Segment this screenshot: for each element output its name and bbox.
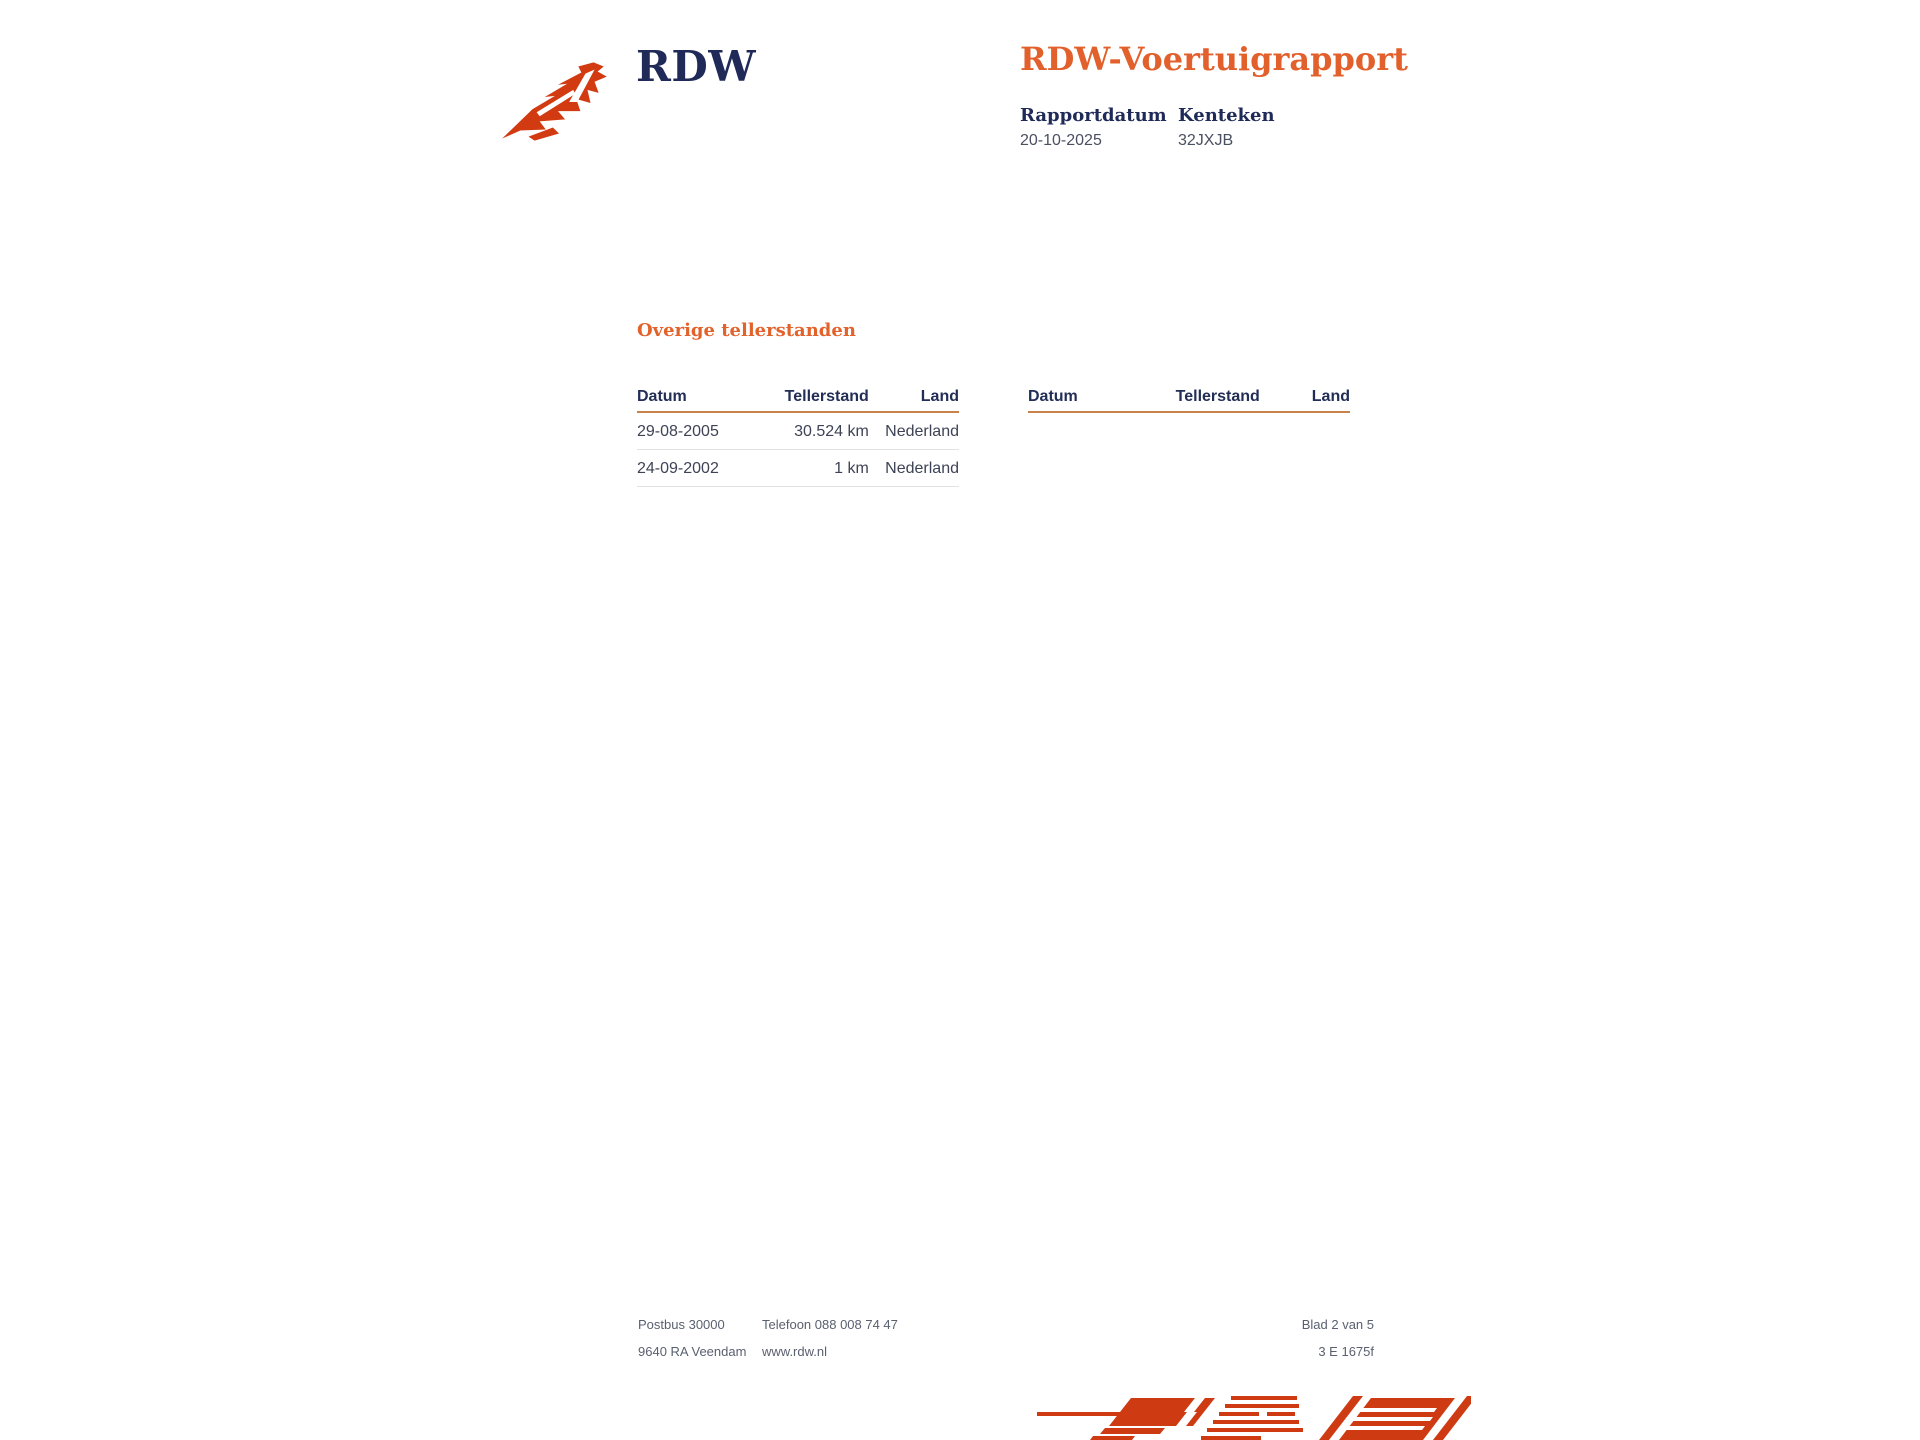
license-plate-label: Kenteken	[1178, 105, 1275, 127]
page-title: RDW-Voertuigrapport	[1020, 40, 1408, 78]
report-date	[1020, 105, 1178, 150]
rdw-flag-stripes-icon	[1035, 1396, 1471, 1440]
report-meta	[1020, 105, 1440, 150]
report-date-label: Rapportdatum	[1020, 105, 1167, 127]
license-plate	[1178, 105, 1336, 150]
footer-address	[638, 1318, 746, 1358]
column-header-datum: Datum	[637, 388, 759, 412]
column-header-land: Land	[1260, 388, 1350, 412]
table-header-row	[1028, 388, 1350, 412]
footer-postbox: Postbus 30000	[638, 1317, 725, 1332]
table-header-row	[637, 388, 959, 412]
footer-city: 9640 RA Veendam	[638, 1344, 747, 1359]
table-row	[637, 450, 959, 487]
table-row	[637, 412, 959, 450]
rdw-wordmark: RDW	[636, 42, 756, 91]
odometer-table-right	[1028, 388, 1350, 487]
odometer-tables	[637, 388, 1350, 487]
footer-phone: Telefoon 088 008 74 47	[762, 1317, 898, 1332]
footer-contact	[762, 1318, 898, 1358]
cell-datum: 24-09-2002	[637, 450, 759, 487]
section-title-overige-tellerstanden: Overige tellerstanden	[637, 320, 856, 341]
odometer-table-left	[637, 388, 959, 487]
report-date-value: 20-10-2025	[1020, 132, 1102, 150]
column-header-datum: Datum	[1028, 388, 1150, 412]
footer-page-number: Blad 2 van 5	[1301, 1317, 1374, 1332]
rdw-bird-icon	[498, 58, 620, 142]
footer-website-link[interactable]: www.rdw.nl	[762, 1344, 828, 1359]
cell-tellerstand: 1 km	[759, 450, 868, 487]
column-header-tellerstand: Tellerstand	[1150, 388, 1259, 412]
title-block	[1020, 42, 1440, 150]
column-header-land: Land	[869, 388, 959, 412]
cell-land: Nederland	[869, 450, 959, 487]
cell-datum: 29-08-2005	[637, 412, 759, 450]
license-plate-value: 32JXJB	[1178, 132, 1234, 150]
footer-form-code: 3 E 1675f	[1318, 1344, 1374, 1359]
cell-land: Nederland	[869, 412, 959, 450]
footer-page-info	[1174, 1318, 1374, 1358]
rdw-logo	[498, 40, 756, 142]
column-header-tellerstand: Tellerstand	[759, 388, 868, 412]
cell-tellerstand: 30.524 km	[759, 412, 868, 450]
